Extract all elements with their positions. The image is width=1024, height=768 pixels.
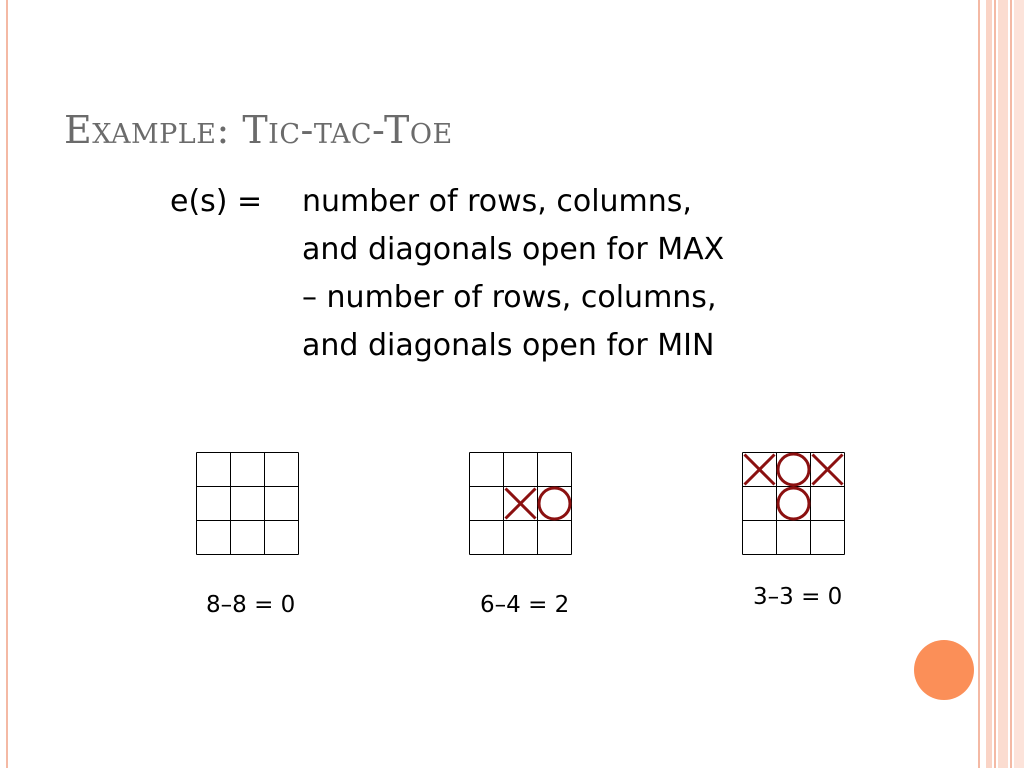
formula-line: number of rows, columns,	[302, 184, 692, 219]
tic-tac-toe-board-2	[469, 452, 572, 555]
decorative-stripe	[998, 0, 1008, 768]
board-score-2: 6–4 = 2	[480, 592, 570, 618]
x-mark	[506, 489, 536, 519]
formula-line: and diagonals open for MIN	[302, 328, 715, 363]
o-mark	[778, 488, 809, 519]
formula-rhs	[302, 178, 724, 370]
slide-title: Example: Tic-tac-Toe	[64, 108, 453, 152]
o-mark	[539, 488, 570, 519]
tic-tac-toe-board-1	[196, 452, 299, 555]
decorative-stripe	[986, 0, 992, 768]
board-grid	[469, 452, 572, 555]
formula-lhs: e(s) =	[170, 184, 263, 219]
decorative-stripe	[994, 0, 996, 768]
accent-circle	[914, 640, 974, 700]
o-mark	[778, 454, 809, 485]
x-mark	[745, 455, 775, 485]
formula-line: and diagonals open for MAX	[302, 232, 725, 267]
tic-tac-toe-board-3	[742, 452, 845, 555]
decorative-stripe	[1010, 0, 1012, 768]
decorative-stripe	[1014, 0, 1024, 768]
board-grid	[196, 452, 299, 555]
x-mark	[813, 455, 843, 485]
formula-line: – number of rows, columns,	[302, 280, 717, 315]
board-score-3: 3–3 = 0	[753, 584, 843, 610]
board-grid	[742, 452, 845, 555]
board-score-1: 8–8 = 0	[206, 592, 296, 618]
